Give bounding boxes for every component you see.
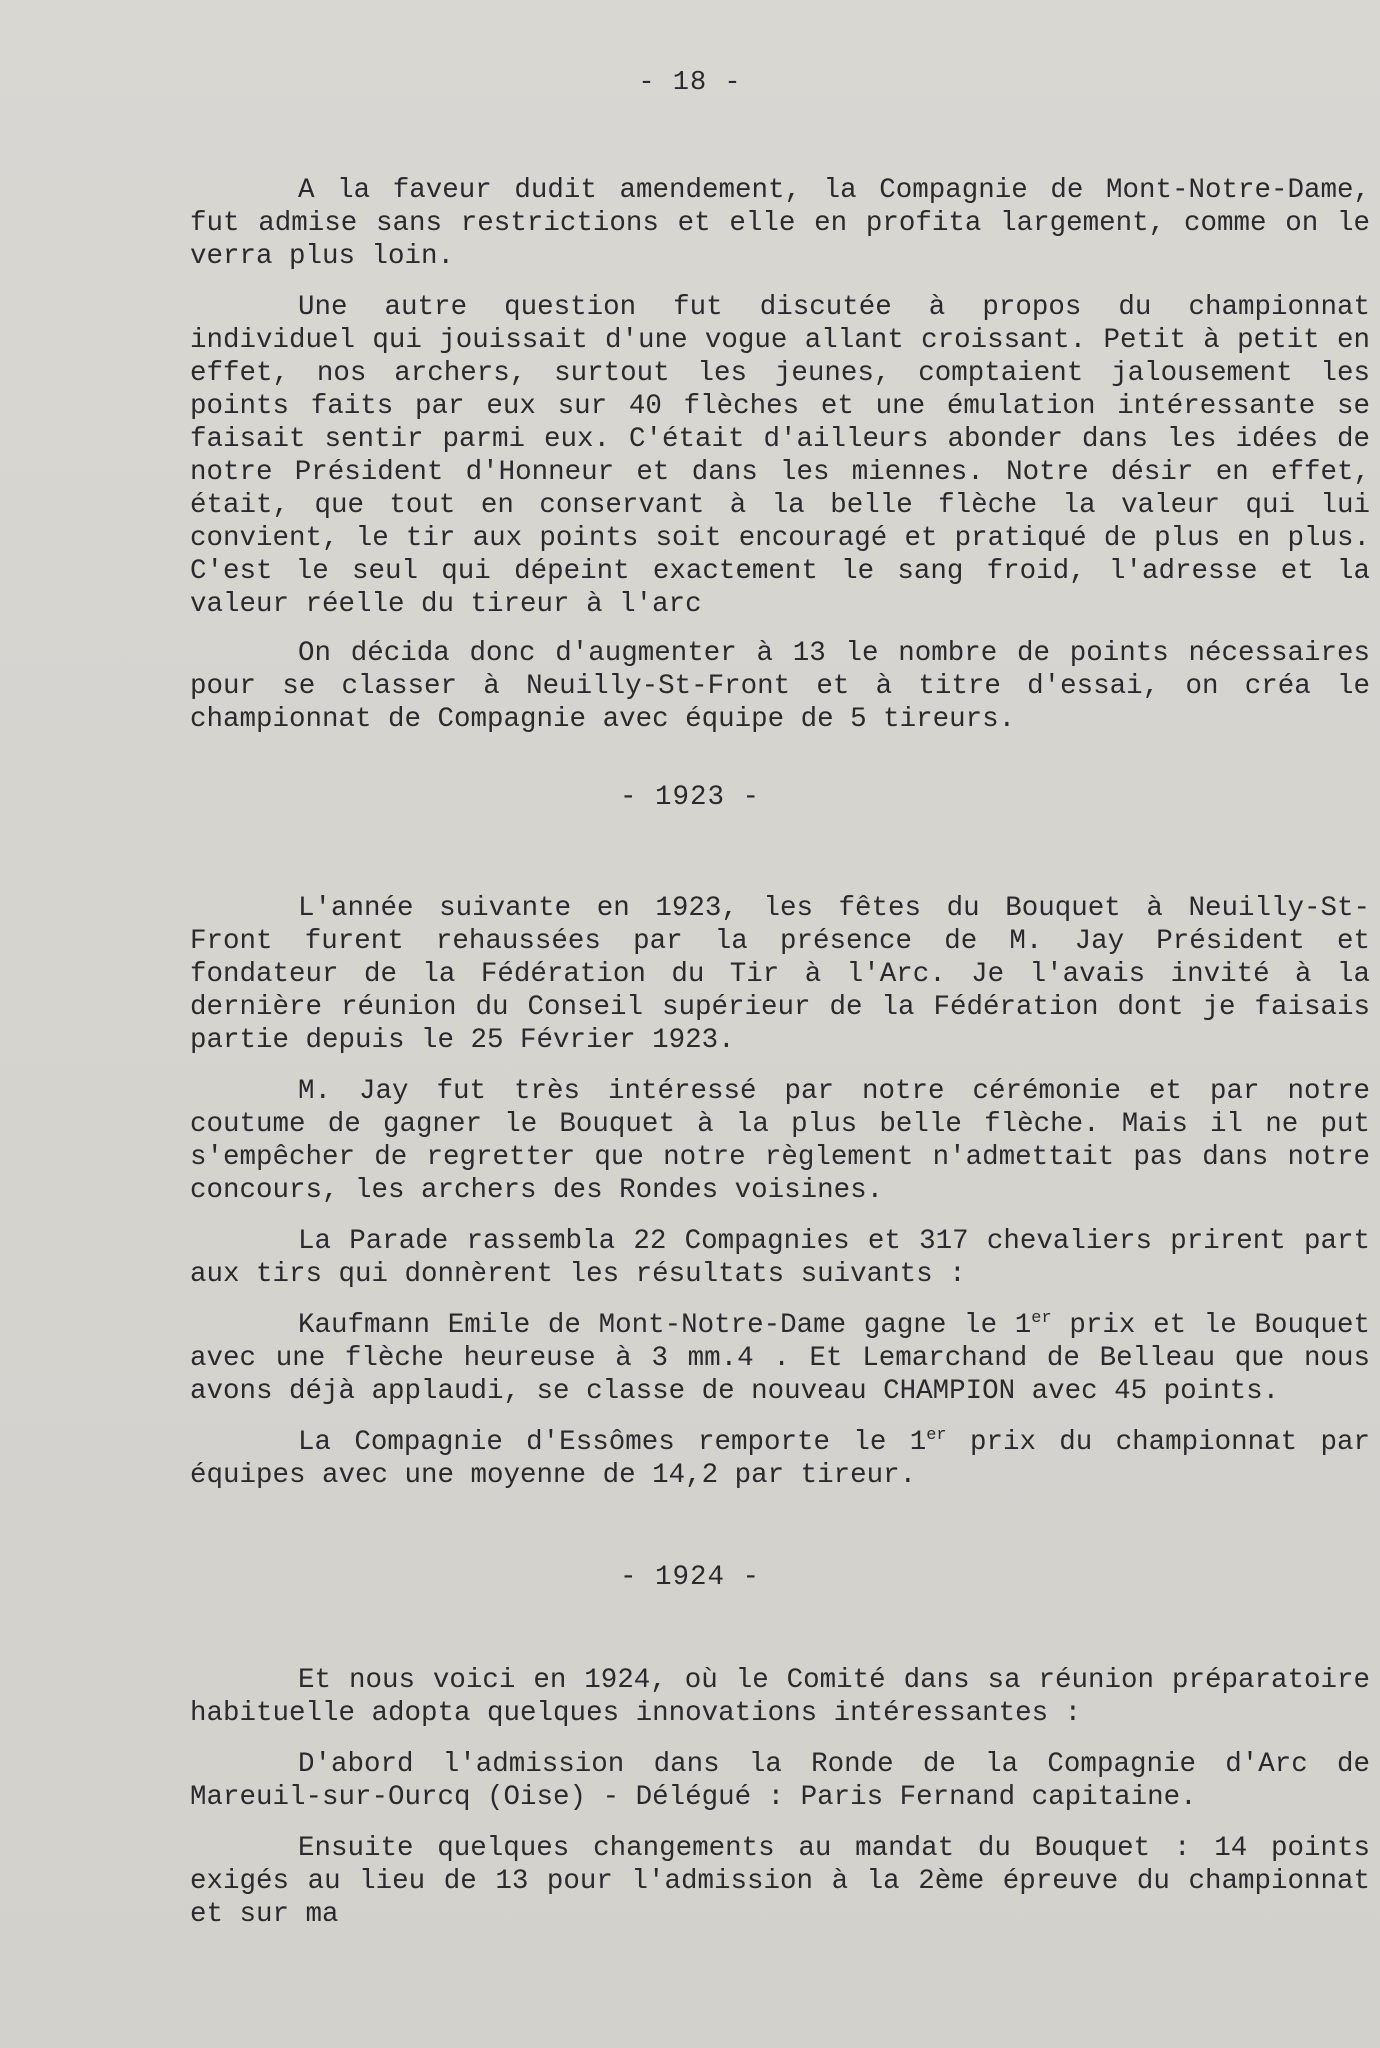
paragraph-text: Kaufmann Emile de Mont-Notre-Dame gagne le 1	[298, 1310, 1032, 1341]
page-number: - 18 -	[638, 68, 742, 98]
section-intro	[190, 174, 1370, 736]
section-heading-1924: - 1924 -	[619, 1562, 761, 1593]
section-1923	[190, 892, 1370, 1492]
section-heading-1923: - 1923 -	[619, 782, 761, 813]
section-1924	[190, 1664, 1370, 1931]
paragraph: Une autre question fut discutée à propos du championnat individuel qui jouissait d'une vogue allant croissant. Petit à petit en effet, nos archers, surtout les jeunes, comptaient jalousement les points faits par eux sur 40 flèches et une émulation intéressante se faisait sentir parmi eux. C'était d'ailleurs abonder dans les idées de notre Président d'Honneur et dans les miennes. Notre désir en effet, était, que tout en conservant à la belle flèche la valeur qui lui convient, le tir aux points soit encouragé et pratiqué de plus en plus. C'est le seul qui dépeint exactement le sang froid, l'adresse et la valeur réelle du tireur à l'arc	[190, 292, 1370, 620]
paragraph: Et nous voici en 1924, où le Comité dans sa réunion préparatoire habituelle adopta quelques innovations intéressantes :	[190, 1665, 1370, 1729]
paragraph-text: La Compagnie d'Essômes remporte le 1	[298, 1427, 927, 1458]
paragraph	[190, 1426, 1370, 1492]
paragraph: Ensuite quelques changements au mandat du Bouquet : 14 points exigés au lieu de 13 pour l'admission à la 2ème épreuve du championnat et sur ma	[190, 1833, 1370, 1930]
paragraph-text: prix du championnat par équipes avec une moyenne de 14,2 par tireur.	[190, 1427, 1370, 1491]
paragraph: D'abord l'admission dans la Ronde de la Compagnie d'Arc de Mareuil-sur-Ourcq (Oise) - Délégué : Paris Fernand capitaine.	[190, 1749, 1370, 1813]
paragraph: M. Jay fut très intéressé par notre cérémonie et par notre coutume de gagner le Bouquet à la plus belle flèche. Mais il ne put s'empêcher de regretter que notre règlement n'admettait pas dans notre concours, les archers des Rondes voisines.	[190, 1076, 1370, 1206]
paragraph: A la faveur dudit amendement, la Compagnie de Mont-Notre-Dame, fut admise sans restrictions et elle en profita largement, comme on le verra plus loin.	[190, 175, 1370, 272]
superscript: er	[1031, 1308, 1052, 1328]
paragraph	[190, 1309, 1370, 1408]
paragraph: La Parade rassembla 22 Compagnies et 317 chevaliers prirent part aux tirs qui donnèrent les résultats suivants :	[190, 1226, 1370, 1290]
superscript: er	[926, 1425, 947, 1445]
paragraph-text: prix et le Bouquet avec une flèche heureuse à 3 mm.4 . Et Lemarchand de Belleau que nous avons déjà applaudi, se classe de nouveau CHAMPION avec 45 points.	[190, 1310, 1370, 1407]
paragraph: L'année suivante en 1923, les fêtes du Bouquet à Neuilly-St-Front furent rehaussées par la présence de M. Jay Président et fondateur de la Fédération du Tir à l'Arc. Je l'avais invité à la dernière réunion du Conseil supérieur de la Fédération dont je faisais partie depuis le 25 Février 1923.	[190, 893, 1370, 1056]
paragraph: On décida donc d'augmenter à 13 le nombre de points nécessaires pour se classer à Neuilly-St-Front et à titre d'essai, on créa le championnat de Compagnie avec équipe de 5 tireurs.	[190, 638, 1370, 735]
